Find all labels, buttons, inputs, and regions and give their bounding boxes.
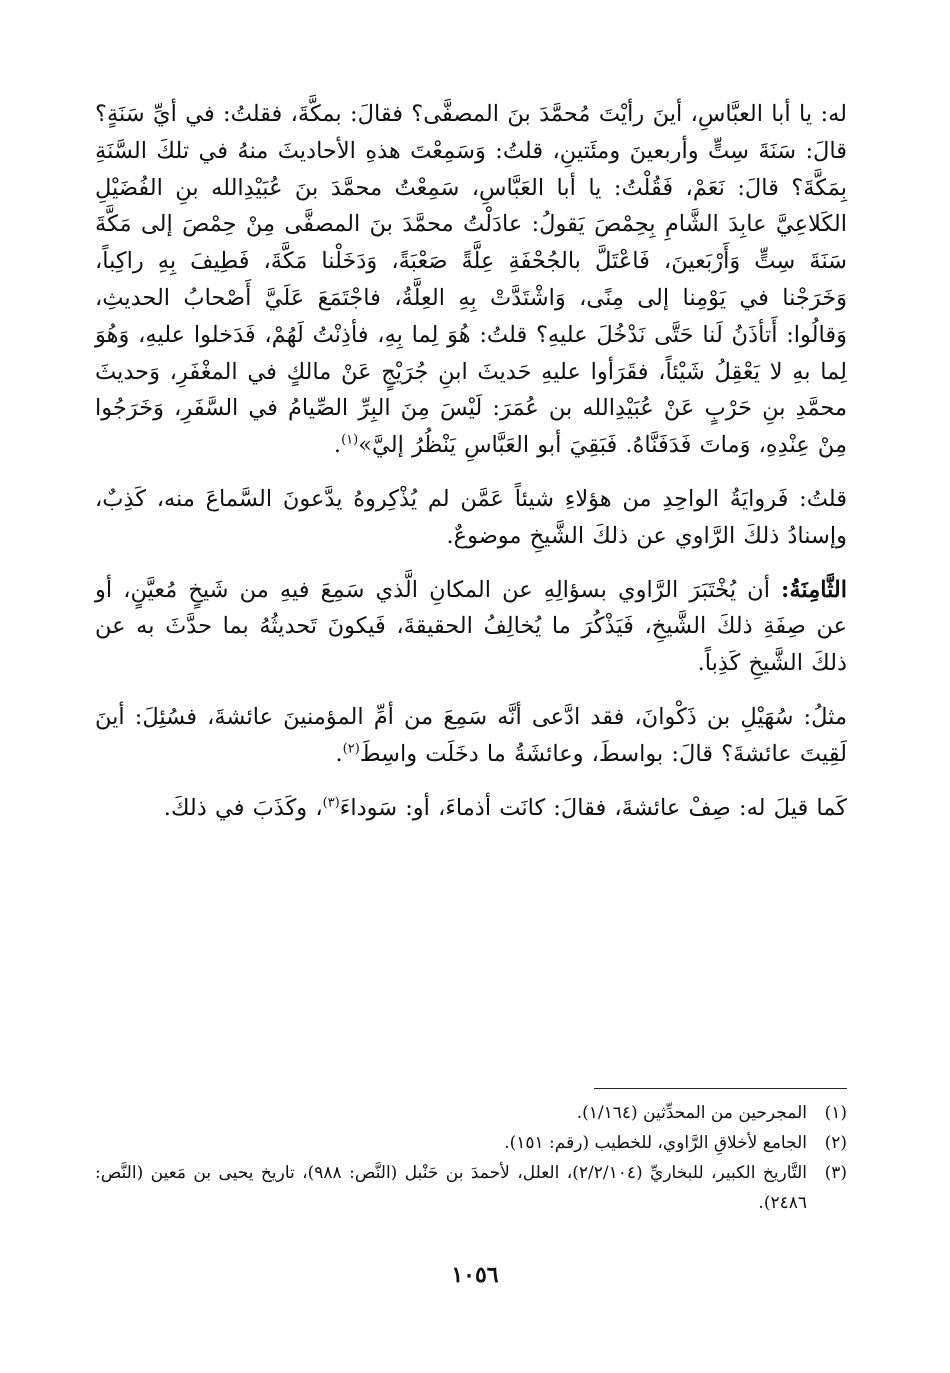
- footnotes: [95, 1098, 847, 1218]
- paragraph-4-tail: .: [335, 740, 343, 767]
- paragraph-5-tail: ، وكَذَبَ في ذلكَ.: [163, 794, 323, 821]
- footnote-3: [95, 1158, 847, 1218]
- paragraph-2: [95, 481, 847, 555]
- footnote-3-text: التَّاريخ الكبير، للبخاريِّ (٢/٢/١٠٤)، العلل، لأحمدَ بن حَنْبل (النَّص: ٩٨٨)، تاريخ يحيى بن مَعين (النَّص: ٢٤٨٦).: [95, 1163, 807, 1213]
- paragraph-1-text: له: يا أبا العبَّاسِ، أينَ رأيْتَ مُحمَّدَ بنَ المصفَّى؟ فقالَ: بمكَّةَ، فقلتُ: في أيِّ سَنَةٍ؟ قالَ: سَنَةَ سِتٍّ وأربعينَ ومئَتينِ، قلتُ: وَسَمِعْتَ هذهِ الأحاديثَ منهُ في تلكَ السَّنَةِ بِمَكَّةَ؟ قالَ: نَعَمْ، فَقُلْتُ: يا أبا العَبَّاسِ، سَمِعْتُ محمَّدَ بنَ عُبَيْدِالله بنِ الفُضَيْلِ الكَلاعِيَّ عابِدَ الشَّامِ بِحِمْصَ يَقولُ: عادَلْتُ محمَّدَ بنَ المصفَّى مِنْ حِمْصَ إلى مَكَّةَ سَنَةَ سِتٍّ وَأَرْبَعينَ، فَاعْتَلَّ بالجُحْفَةِ عِلَّةً صَعْبَةً، وَدَخَلْنا مَكَّةَ، فَطِيفَ بِهِ راكِباً، وَخَرَجْنا في يَوْمِنا إلى مِنًى، وَاشْتَدَّتْ بِهِ العِلَّةُ، فاجْتَمَعَ عَلَيَّ أَصْحابُ الحديثِ، وَقالُوا: أَتأذَنُ لَنا حَتَّى نَدْخُلَ عليهِ؟ قلتُ: هُوَ لِما بِهِ، فأذِنْتُ لَهُمْ، فَدَخلوا عليهِ، وَهُوَ لِما بهِ لا يَعْقِلُ شَيْئاً، فقَرَأوا عليهِ حَديثَ ابنِ جُرَيْجٍ عَنْ مالكٍ في المغْفَرِ، وَحديثَ محمَّدِ بنِ حَرْبٍ عَنْ عُبَيْدِالله بن عُمَرَ: لَيْسَ مِنَ البِرِّ الصِّيامُ في السَّفَرِ، وَخَرَجُوا مِنْ عِنْدِهِ، وَماتَ فَدَفَنَّاهُ. فَبَقِيَ أبو العَبَّاسِ يَنْظُرُ إليَّ»: [95, 101, 847, 459]
- footnote-2: [95, 1128, 847, 1158]
- paragraph-4: [95, 699, 847, 773]
- footnote-ref-1[interactable]: (١): [341, 432, 359, 448]
- paragraph-1-tail: .: [333, 432, 342, 459]
- paragraph-5-text: كَما قيلَ له: صِفْ عائشةَ، فقالَ: كانَت أذماءَ، أو: سَوداءَ: [339, 794, 847, 821]
- footnote-2-text: الجامع لأخلاقِ الرَّاوي، للخطيب (رقم: ١٥١).: [504, 1133, 807, 1153]
- footnote-ref-3[interactable]: (٣): [322, 795, 340, 811]
- paragraph-5: [95, 790, 847, 827]
- footnote-separator: [594, 1088, 847, 1089]
- paragraph-4-text: مثلُ: سُهَيْلِ بن ذَكْوانَ، فقد ادَّعى أنَّه سَمِعَ من أمِّ المؤمنينَ عائشةَ، فسُئِلَ: أينَ لَقِيتَ عائشةَ؟ قالَ: بواسطَ، وعائشَةُ ما دخَلَت واسِطَ: [95, 703, 847, 767]
- footnote-1-text: المجرحين من المحدِّثين (١/١٦٤).: [576, 1103, 807, 1123]
- paragraph-3-text: أن يُخْتَبَرَ الرَّاوي بسؤالِهِ عن المكانِ الَّذي سَمِعَ فيهِ من شَيخٍ مُعيَّنٍ، أو عن صِفَةِ ذلكَ الشَّيخِ، فَيَذْكُرَ ما يُخالِفُ الحقيقةَ، فَيكونَ تَحديثُهُ بما حدَّثَ به عن ذلكَ الشَّيخِ كَذِباً.: [95, 576, 847, 677]
- page-number: ١٠٥٦: [451, 1262, 499, 1288]
- footnote-1: [95, 1098, 847, 1128]
- footnote-ref-2[interactable]: (٢): [342, 741, 360, 757]
- section-heading-eighth: الثَّامِنَةُ:: [781, 576, 848, 603]
- footnote-3-number: (٣): [824, 1163, 847, 1183]
- footnote-2-number: (٢): [824, 1133, 847, 1153]
- footnote-1-number: (١): [824, 1103, 847, 1123]
- paragraph-3: [95, 572, 847, 682]
- paragraph-2-text: قلتُ: فَروايَةُ الواحِدِ من هؤلاءِ شيئاً عَمَّن لم يُذْكِروهُ يدَّعونَ السَّماعَ منه، كَذِبٌ، وإسنادُ ذلكَ الرَّاوي عن ذلكَ الشَّيخِ موضوعٌ.: [95, 485, 847, 549]
- paragraph-1: [95, 96, 847, 464]
- main-text: [95, 96, 847, 826]
